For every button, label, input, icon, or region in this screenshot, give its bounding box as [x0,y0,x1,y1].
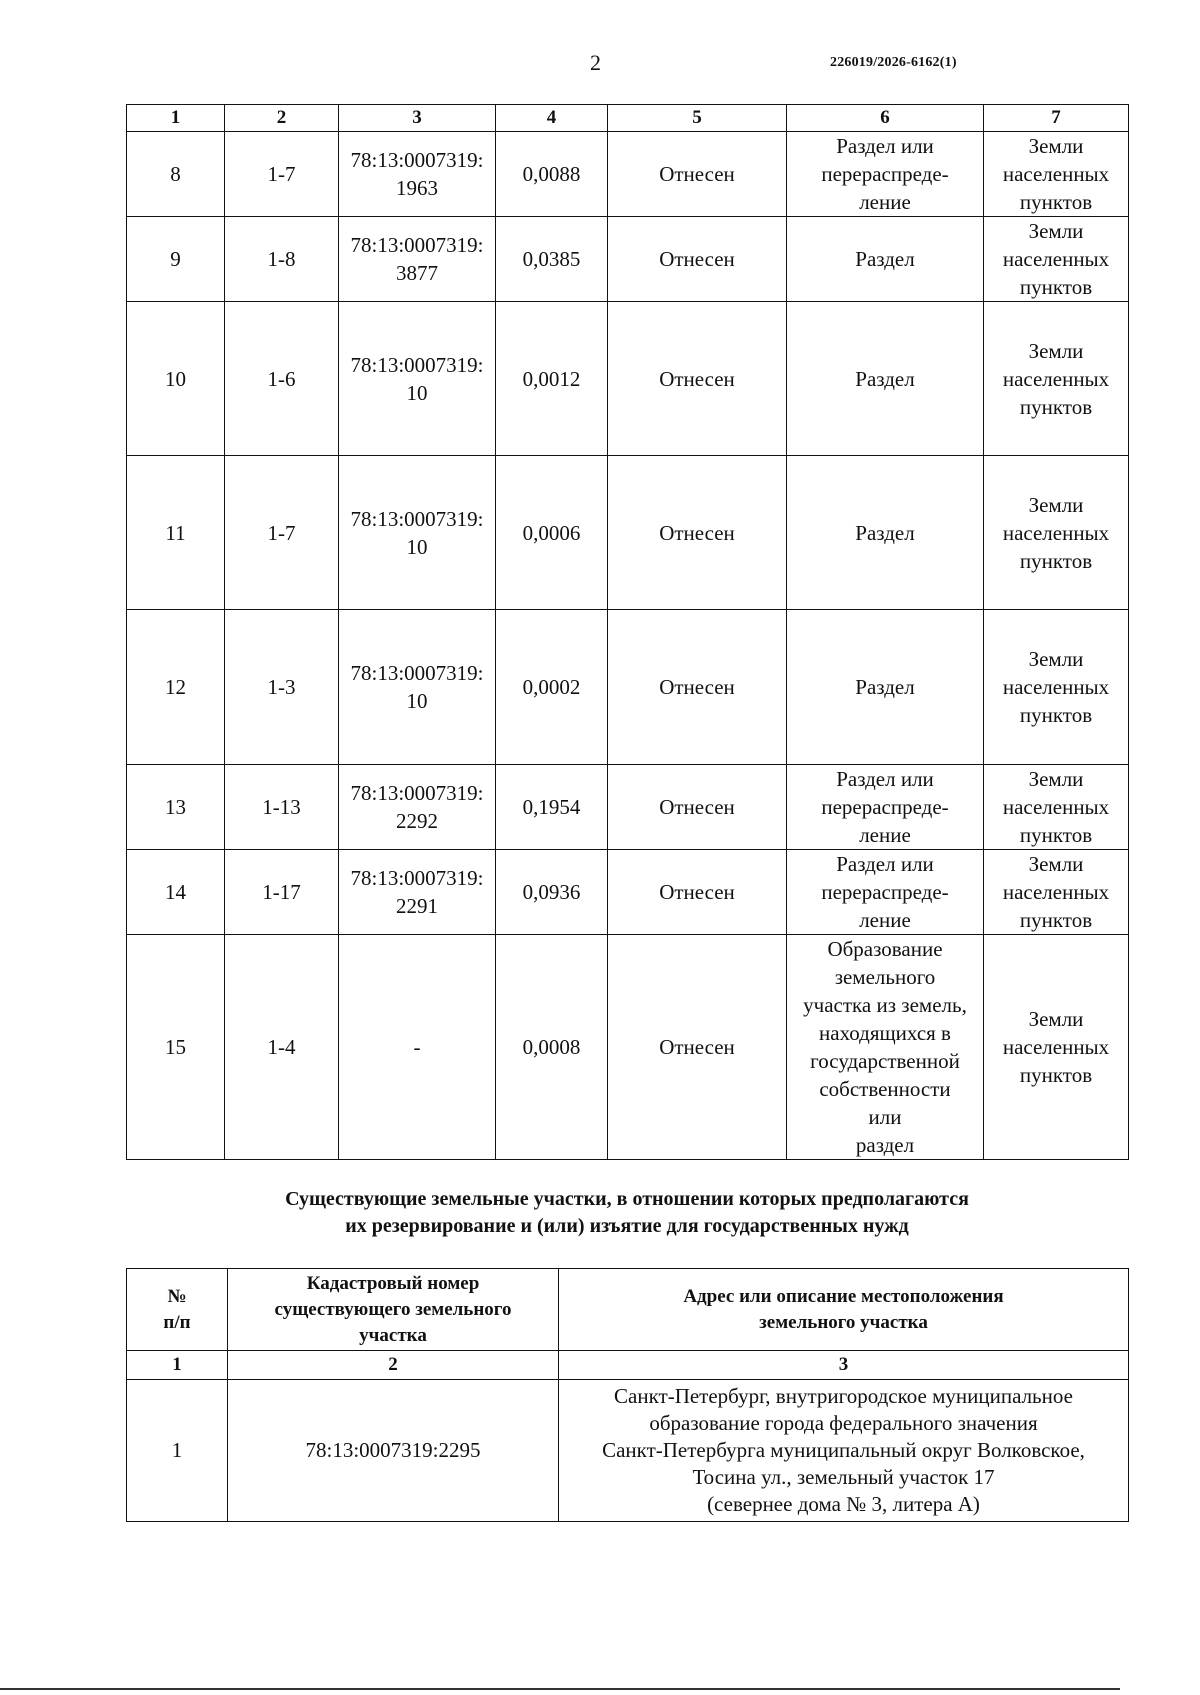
col-header-3: 3 [339,105,496,132]
cell-land-category: Земли населенных пунктов [984,765,1129,850]
colnum-1: 1 [127,1351,228,1380]
cell-action: Раздел [787,217,984,302]
bottom-divider [0,1688,1120,1690]
cell-section-ref: 1-4 [225,935,339,1160]
cell-status: Отнесен [608,765,787,850]
col-header-4: 4 [496,105,608,132]
land-plots-table [126,1268,1129,1522]
colnum-2: 2 [228,1351,559,1380]
cell-land-category: Земли населенных пунктов [984,610,1129,765]
cell-land-category: Земли населенных пунктов [984,132,1129,217]
col-header-6: 6 [787,105,984,132]
cell-row-number: 14 [127,850,225,935]
section-title: Существующие земельные участки, в отношении которых предполагаются их резервирование и (или) изъятие для государственных нужд [285,1188,969,1237]
cell-area: 0,0002 [496,610,608,765]
cell-row-number: 13 [127,765,225,850]
cell-area: 0,0936 [496,850,608,935]
cell-action: Раздел [787,456,984,610]
cell-area: 0,1954 [496,765,608,850]
cell-row-number: 12 [127,610,225,765]
col-header-5: 5 [608,105,787,132]
table-row [127,935,1129,1160]
cell-area: 0,0008 [496,935,608,1160]
cell-land-category: Земли населенных пунктов [984,935,1129,1160]
table-row [127,610,1129,765]
cell-status: Отнесен [608,850,787,935]
page-number: 2 [590,50,601,75]
cell-area: 0,0088 [496,132,608,217]
cell-status: Отнесен [608,610,787,765]
cell-area: 0,0012 [496,302,608,456]
plot-address: Санкт-Петербург, внутригородское муниципальное образование города федерального значения Санкт-Петербурга муниципальный округ Волковское, Тосина ул., земельный участок 17 (севернее дома № 3, литера А) [559,1380,1129,1522]
cell-section-ref: 1-6 [225,302,339,456]
cell-cadastral-number: 78:13:0007319: 2292 [339,765,496,850]
cell-land-category: Земли населенных пунктов [984,217,1129,302]
cell-cadastral-number: 78:13:0007319: 10 [339,456,496,610]
cell-area: 0,0006 [496,456,608,610]
cell-section-ref: 1-7 [225,456,339,610]
cell-cadastral-number: - [339,935,496,1160]
cell-row-number: 10 [127,302,225,456]
col-header-2: 2 [225,105,339,132]
table-row [127,217,1129,302]
cell-row-number: 11 [127,456,225,610]
cell-status: Отнесен [608,456,787,610]
cell-action: Раздел или перераспреде- ление [787,850,984,935]
cell-section-ref: 1-3 [225,610,339,765]
cell-action: Образование земельного участка из земель, находящихся в государственной собственности или раздел [787,935,984,1160]
cell-status: Отнесен [608,302,787,456]
cell-cadastral-number: 78:13:0007319: 10 [339,302,496,456]
table-row [127,850,1129,935]
plot-cadastral-number: 78:13:0007319:2295 [228,1380,559,1522]
cell-section-ref: 1-17 [225,850,339,935]
cell-status: Отнесен [608,935,787,1160]
cell-cadastral-number: 78:13:0007319: 1963 [339,132,496,217]
cell-status: Отнесен [608,217,787,302]
colnum-3: 3 [559,1351,1129,1380]
cell-land-category: Земли населенных пунктов [984,302,1129,456]
cell-cadastral-number: 78:13:0007319: 3877 [339,217,496,302]
cell-action: Раздел или перераспреде- ление [787,132,984,217]
table-row [127,302,1129,456]
cell-land-category: Земли населенных пунктов [984,456,1129,610]
header-address: Адрес или описание местоположения земельного участка [559,1269,1129,1351]
cell-section-ref: 1-8 [225,217,339,302]
cell-row-number: 8 [127,132,225,217]
cell-action: Раздел или перераспреде- ление [787,765,984,850]
cell-section-ref: 1-7 [225,132,339,217]
cell-area: 0,0385 [496,217,608,302]
document-id: 226019/2026-6162(1) [830,55,957,70]
cell-action: Раздел [787,610,984,765]
table-row [127,1380,1129,1522]
cell-cadastral-number: 78:13:0007319: 10 [339,610,496,765]
cell-section-ref: 1-13 [225,765,339,850]
col-header-7: 7 [984,105,1129,132]
cell-cadastral-number: 78:13:0007319: 2291 [339,850,496,935]
cell-action: Раздел [787,302,984,456]
cell-row-number: 15 [127,935,225,1160]
cell-land-category: Земли населенных пунктов [984,850,1129,935]
plot-number: 1 [127,1380,228,1522]
main-table [126,104,1129,1160]
col-header-1: 1 [127,105,225,132]
land-plots-header-row [127,1269,1129,1351]
header-number: № п/п [127,1269,228,1351]
cell-row-number: 9 [127,217,225,302]
header-cadastral: Кадастровый номер существующего земельного участка [228,1269,559,1351]
table-row [127,456,1129,610]
table-row [127,765,1129,850]
cell-status: Отнесен [608,132,787,217]
main-table-header-row [127,105,1129,132]
table-row [127,132,1129,217]
land-plots-colnum-row [127,1351,1129,1380]
